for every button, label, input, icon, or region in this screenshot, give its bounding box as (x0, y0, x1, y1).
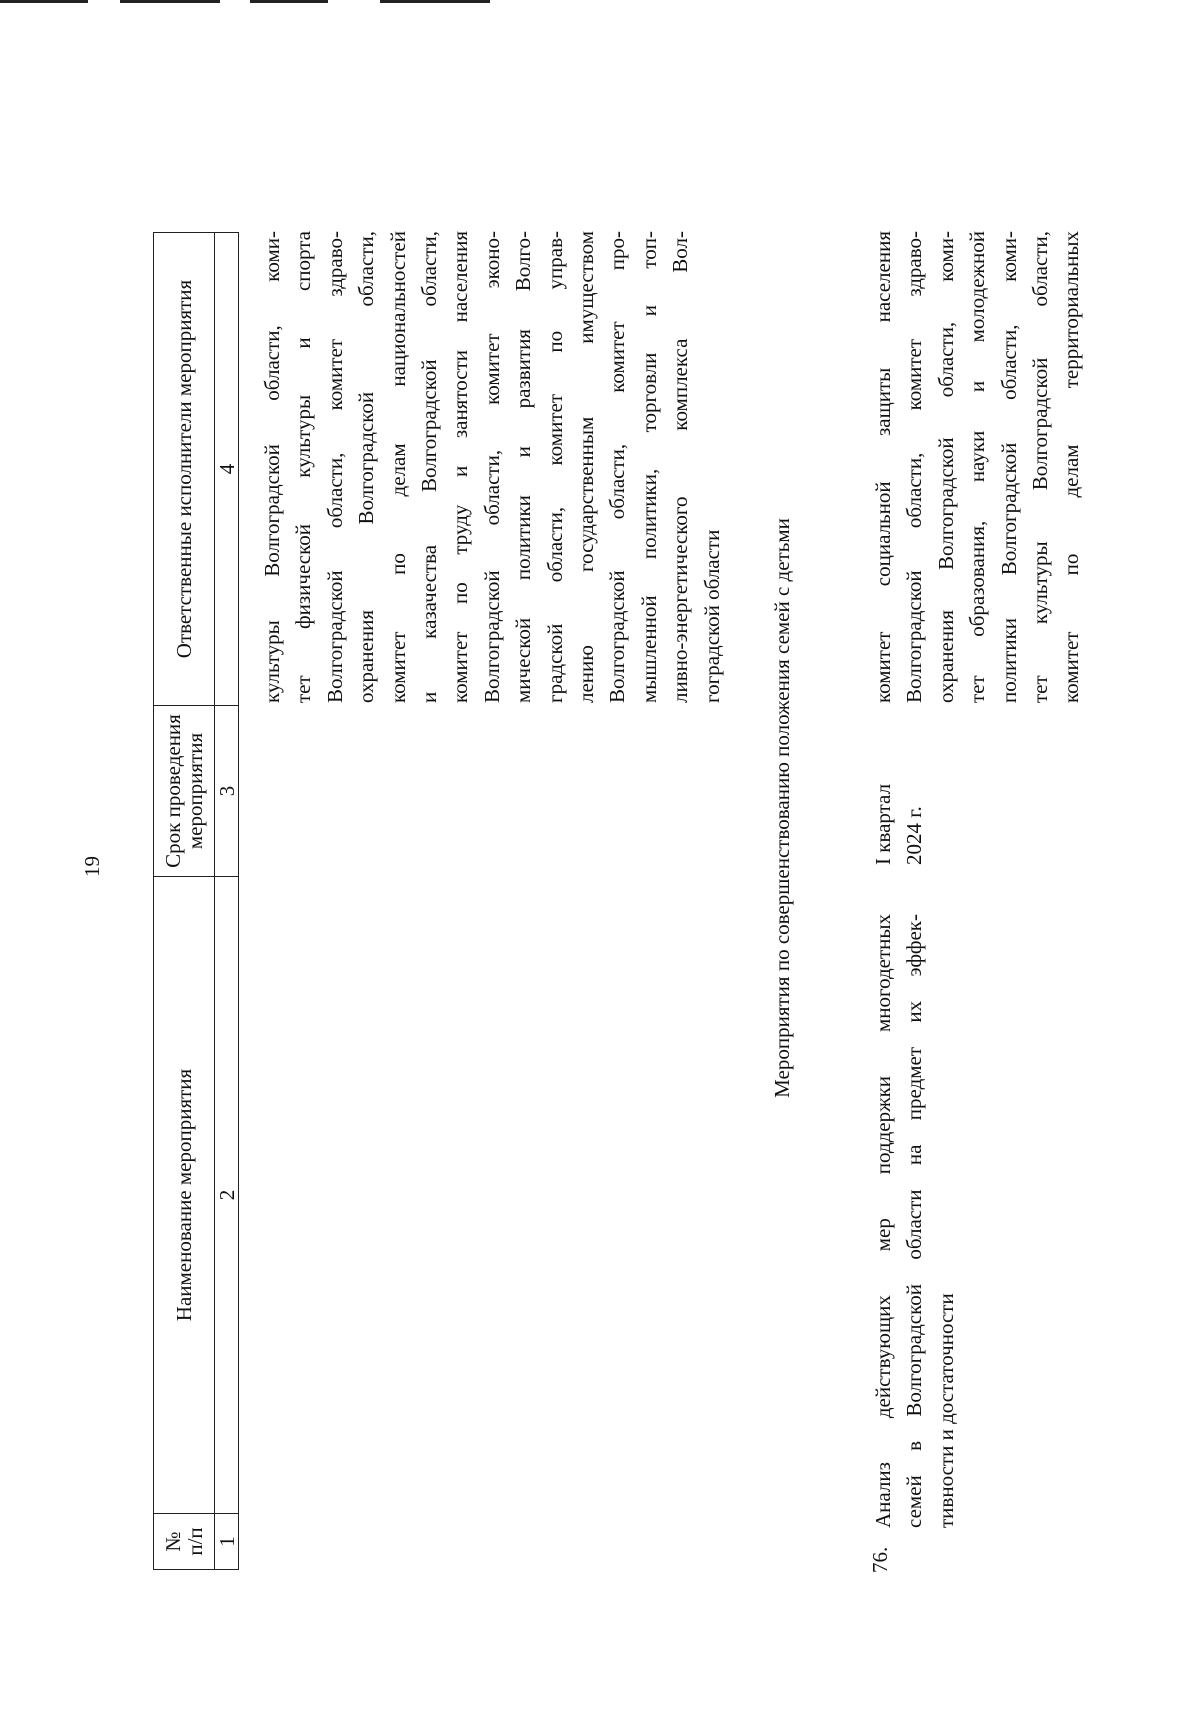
col-index-3: 3 (215, 706, 239, 877)
text-line: 2024 г. (902, 806, 927, 865)
text-line: Волгоградской области, комитет эконо- (479, 231, 504, 703)
text-line: Анализ действующих мер поддержки многодетных (871, 914, 895, 1528)
text-line: Волгоградской области, комитет про- (605, 231, 630, 703)
item-number: 76. (868, 1546, 892, 1573)
text-line: комитет по делам территориальных (1059, 231, 1084, 703)
text-line: семей в Волгоградской области на предмет их эффек- (902, 914, 927, 1528)
item-76-name (868, 914, 962, 1528)
text-line: культуры Волгоградской области, коми- (260, 231, 284, 703)
text-line: тивности и достаточности (933, 1293, 958, 1528)
text-line: тет образования, науки и молодежной (965, 231, 990, 703)
item-76-responsible (868, 231, 1088, 703)
text-line: ливно-энергетического комплекса Вол- (668, 231, 693, 703)
col-index-2: 2 (215, 877, 239, 1514)
text-line: комитет социальной защиты населения (871, 231, 895, 703)
text-line: Волгоградской области, комитет здраво- (902, 231, 927, 703)
text-line: охранения Волгоградской области, (354, 231, 379, 703)
responsible-continuation (257, 231, 728, 703)
text-line: комитет по делам национальностей (385, 231, 410, 703)
text-line: тет культуры Волгоградской области, (1028, 231, 1053, 703)
text-line: тет физической культуры и спорта (291, 231, 316, 703)
section-title: Мероприятия по совершенствованию положения семей с детьми (770, 518, 794, 1098)
text-line: мышленной политики, торговли и топ- (636, 231, 661, 703)
header-col-name: Наименование мероприятия (154, 877, 215, 1514)
text-line: градской области, комитет по управ- (542, 231, 567, 703)
item-76-term (868, 715, 931, 865)
header-col-number: № п/п (154, 1514, 215, 1570)
page-number: 19 (80, 856, 104, 877)
text-line: и казачества Волгоградской области, (417, 231, 442, 703)
header-col-term: Срок проведения мероприятия (154, 706, 215, 877)
text-line: охранения Волгоградской области, коми- (933, 231, 958, 703)
text-line: комитет по труду и занятости населения (448, 231, 473, 703)
text-line: гоградской области (699, 529, 724, 703)
text-line: Волгоградской области, комитет здраво- (322, 231, 347, 703)
table-header (153, 232, 239, 1570)
text-line: политики Волгоградской области, коми- (996, 231, 1021, 703)
col-index-4: 4 (215, 233, 239, 706)
col-index-1: 1 (215, 1514, 239, 1570)
text-line: мической политики и развития Волго- (511, 231, 536, 703)
text-line: I квартал (871, 783, 895, 865)
header-col-responsible: Ответственные исполнители мероприятия (154, 233, 215, 706)
text-line: лению государственным имуществом (574, 231, 599, 703)
